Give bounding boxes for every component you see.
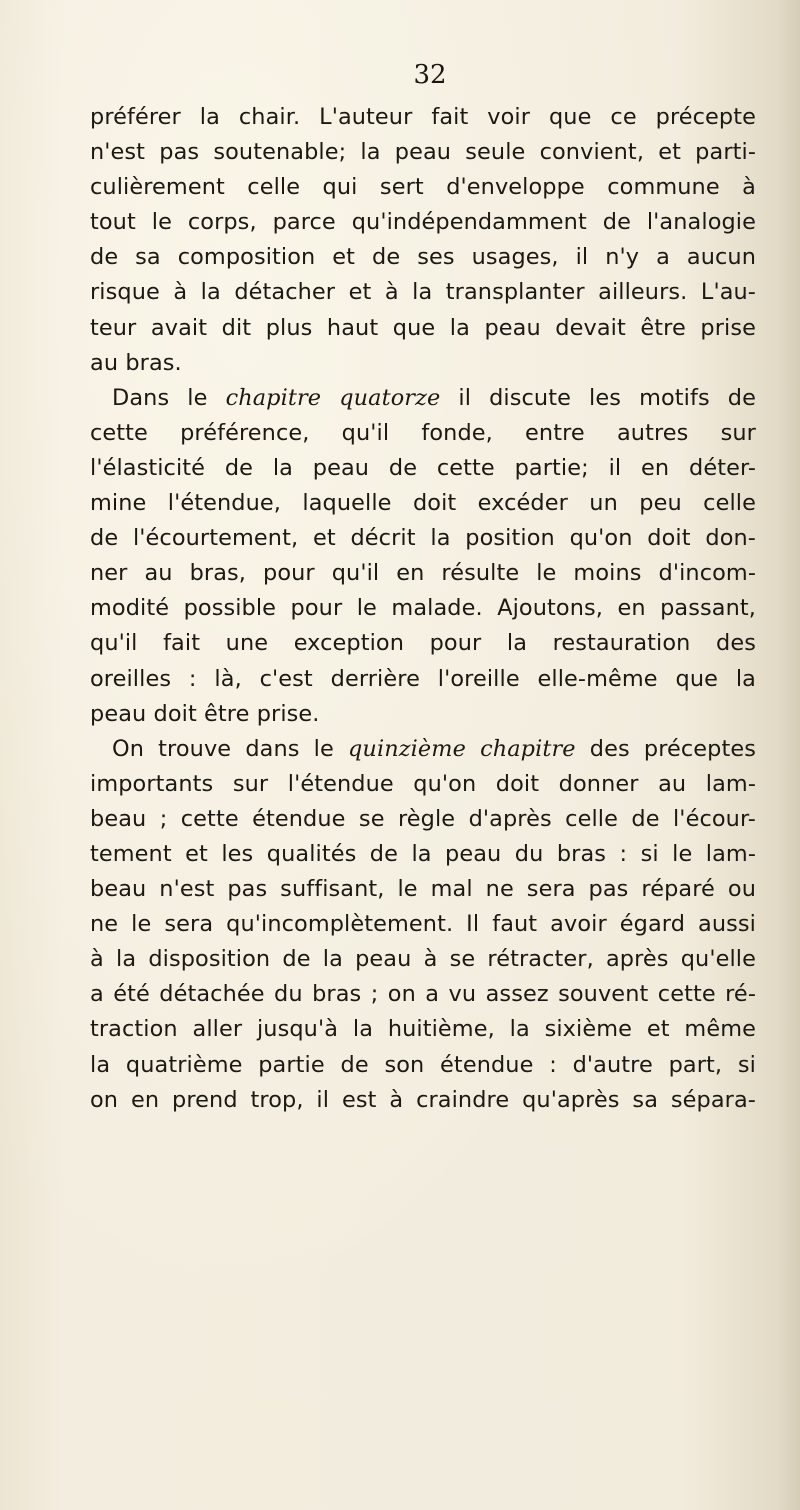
text-line: n'est pas soutenable; la peau seule convient, et parti- <box>90 139 756 166</box>
text-line: ne le sera qu'incomplètement. Il faut avoir égard aussi <box>90 911 756 938</box>
text-run: des préceptes <box>575 735 757 762</box>
text-line: de l'écourtement, et décrit la position qu'on doit don- <box>90 525 756 552</box>
page-number: 32 <box>413 60 447 90</box>
text-line: de sa composition et de ses usages, il n'y a aucun <box>90 244 756 271</box>
text-line: oreilles : là, c'est derrière l'oreille elle-même que la <box>90 665 756 692</box>
text-line: tement et les qualités de la peau du bras : si le lam- <box>90 840 756 867</box>
text-line: l'élasticité de la peau de cette partie; il en déter- <box>90 454 756 481</box>
text-line <box>90 732 756 767</box>
text-line: risque à la détacher et à la transplanter ailleurs. L'au- <box>90 279 756 306</box>
text-line: qu'il fait une exception pour la restauration des <box>90 630 756 657</box>
text-line: cette préférence, qu'il fonde, entre autres sur <box>90 419 756 446</box>
chapter-reference: chapitre quatorze <box>225 384 441 411</box>
chapter-reference: quinzième chapitre <box>348 735 576 762</box>
text-line: culièrement celle qui sert d'enveloppe commune à <box>90 174 756 201</box>
text-line: traction aller jusqu'à la huitième, la sixième et même <box>90 1016 756 1043</box>
text-line: on en prend trop, il est à craindre qu'après sa sépara- <box>90 1086 756 1113</box>
text-run: il discute les motifs de <box>440 384 756 411</box>
text-line: ner au bras, pour qu'il en résulte le moins d'incom- <box>90 560 756 587</box>
text-line: tout le corps, parce qu'indépendamment de l'analogie <box>90 209 756 236</box>
text-line <box>90 381 756 416</box>
text-run: On trouve dans le <box>112 735 348 762</box>
text-run: Dans le <box>112 384 226 411</box>
text-line: teur avait dit plus haut que la peau devait être prise <box>90 314 756 341</box>
text-line: à la disposition de la peau à se rétracter, après qu'elle <box>90 946 756 973</box>
text-line: modité possible pour le malade. Ajoutons, en passant, <box>90 595 756 622</box>
text-line: beau ; cette étendue se règle d'après celle de l'écour- <box>90 805 756 832</box>
text-line: la quatrième partie de son étendue : d'autre part, si <box>90 1051 756 1078</box>
text-line: préférer la chair. L'auteur fait voir que ce précepte <box>90 104 756 130</box>
text-line: importants sur l'étendue qu'on doit donner au lam- <box>90 770 756 797</box>
text-line: beau n'est pas suffisant, le mal ne sera pas réparé ou <box>90 876 756 903</box>
text-line: mine l'étendue, laquelle doit excéder un peu celle <box>90 490 756 517</box>
text-line: au bras. <box>90 349 182 376</box>
text-line: peau doit être prise. <box>90 700 320 727</box>
text-line: a été détachée du bras ; on a vu assez souvent cette ré- <box>90 981 756 1008</box>
body-text <box>90 100 756 1118</box>
